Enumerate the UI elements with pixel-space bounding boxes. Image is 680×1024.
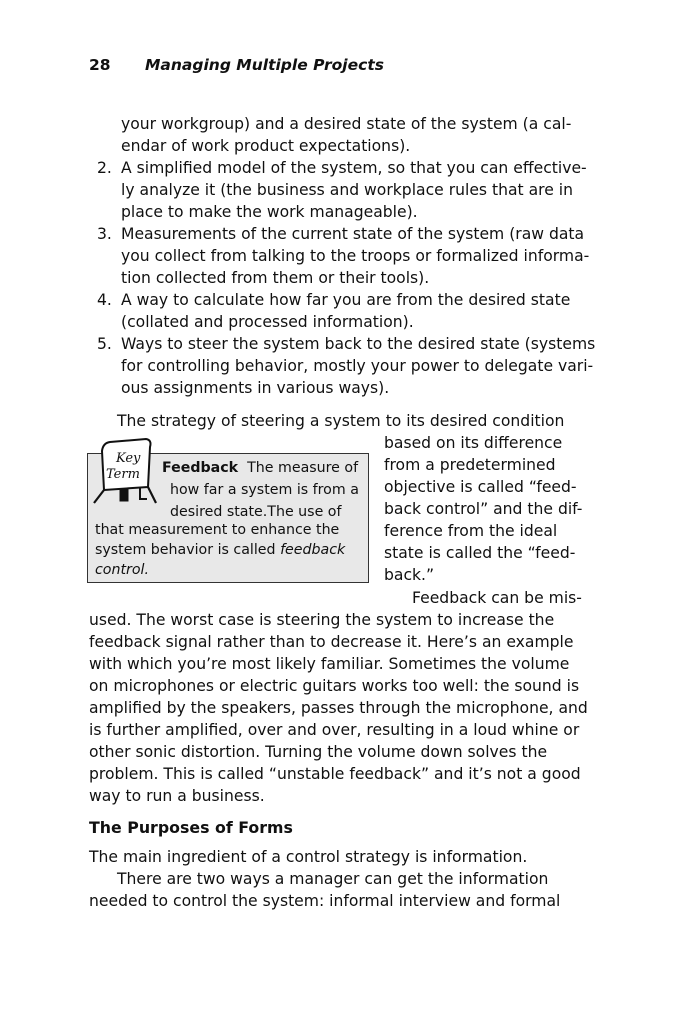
sidebar-line: that measurement to enhance the [95, 522, 340, 538]
list-item-1-continuation [121, 113, 601, 157]
text-line: for controlling behavior, mostly your power to delegate vari- [121, 357, 594, 375]
text-line: other sonic distortion. Turning the volume down solves the [89, 743, 548, 761]
text-line: is further amplified, over and over, resulting in a loud whine or [89, 721, 580, 739]
text-line: your workgroup) and a desired state of the system (a cal- [121, 115, 572, 133]
key-term-badge-line2: Term [106, 467, 140, 482]
text-line: needed to control the system: informal interview and formal [89, 892, 561, 910]
key-term-easel-icon [90, 433, 162, 505]
list-number: 3. [97, 225, 112, 243]
text-line: back.” [384, 566, 435, 584]
list-item [89, 333, 609, 399]
text-line: way to run a business. [89, 787, 265, 805]
list-number: 5. [97, 335, 112, 353]
text-line: ly analyze it (the business and workplace rules that are in [121, 181, 574, 199]
text-line: Measurements of the current state of the system (raw data [121, 225, 585, 243]
text-line: There are two ways a manager can get the information [117, 870, 549, 888]
book-title: Managing Multiple Projects [145, 56, 384, 74]
text-line: ference from the ideal [384, 522, 558, 540]
text-line: state is called the “feed- [384, 544, 576, 562]
text-line: used. The worst case is steering the system to increase the [89, 611, 555, 629]
page-number: 28 [89, 56, 111, 74]
key-term-badge-line1: Key [116, 451, 141, 466]
sidebar-emphasis: feedback [280, 542, 346, 558]
text-line: place to make the work manageable). [121, 203, 418, 221]
text-line: Ways to steer the system back to the desired state (systems [121, 335, 596, 353]
text-line: endar of work product expectations). [121, 137, 411, 155]
sidebar-line: how far a system is from a [170, 482, 359, 498]
list-number: 4. [97, 291, 112, 309]
sidebar-line: desired state.The use of [170, 504, 342, 520]
text-line: feedback signal rather than to decrease it. Here’s an example [89, 633, 574, 651]
misuse-para-first-line: Feedback can be mis- [412, 589, 582, 607]
sidebar-text: system behavior is called [95, 542, 281, 558]
section-heading: The Purposes of Forms [89, 818, 293, 837]
sidebar-emphasis: control. [95, 562, 149, 578]
list-item [89, 223, 609, 289]
sidebar-line [95, 539, 345, 561]
strategy-para-first-line: The strategy of steering a system to its desired condition [117, 412, 565, 430]
text-line: amplified by the speakers, passes through the microphone, and [89, 699, 588, 717]
text-line: problem. This is called “unstable feedback” and it’s not a good [89, 765, 581, 783]
text-line: back control” and the dif- [384, 500, 583, 518]
key-term-definition: The measure of [247, 460, 359, 476]
text-line: you collect from talking to the troops or formalized informa- [121, 247, 590, 265]
key-term-word: Feedback [162, 460, 239, 476]
text-line: A way to calculate how far you are from the desired state [121, 291, 571, 309]
text-line: tion collected from them or their tools). [121, 269, 430, 287]
numbered-list [89, 157, 609, 399]
list-number: 2. [97, 159, 112, 177]
text-line: ous assignments in various ways). [121, 379, 390, 397]
text-line: from a predetermined [384, 456, 556, 474]
list-item [89, 157, 609, 223]
list-item [89, 289, 609, 333]
text-line: objective is called “feed- [384, 478, 577, 496]
sidebar-line [95, 559, 149, 581]
text-line: based on its difference [384, 434, 563, 452]
text-line: A simplified model of the system, so that you can effective- [121, 159, 587, 177]
running-header [89, 56, 384, 74]
text-line: on microphones or electric guitars works too well: the sound is [89, 677, 580, 695]
text-line: (collated and processed information). [121, 313, 414, 331]
sidebar-line [162, 457, 358, 479]
text-line: The main ingredient of a control strategy is information. [89, 848, 528, 866]
text-line: with which you’re most likely familiar. Sometimes the volume [89, 655, 570, 673]
